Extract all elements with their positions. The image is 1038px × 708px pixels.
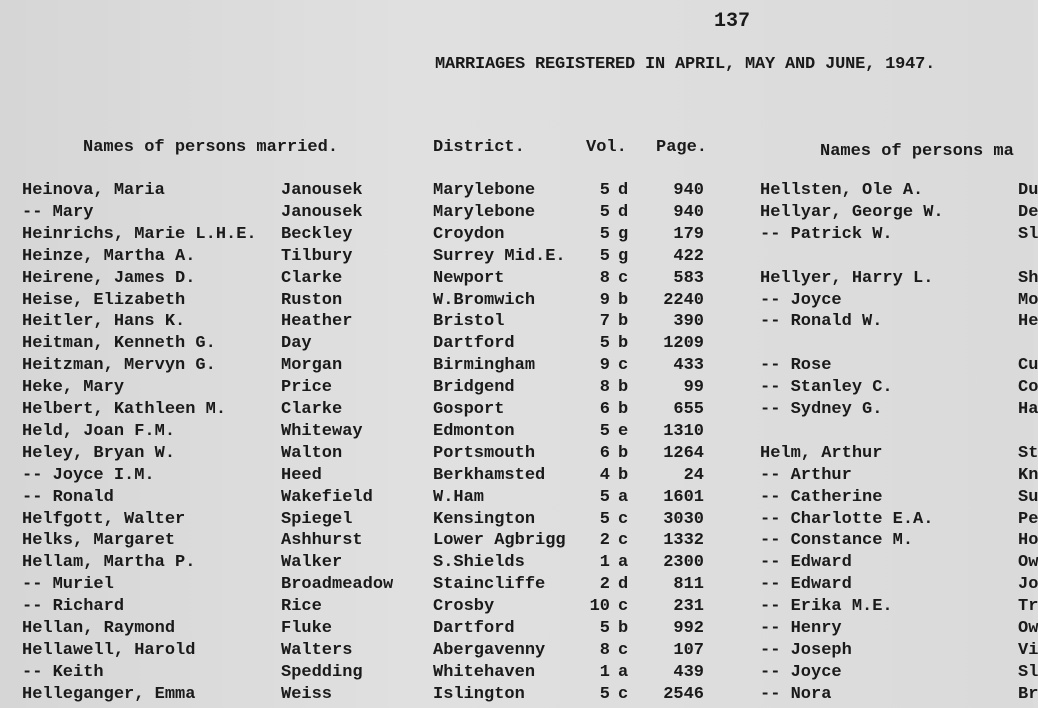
- entry-spouse-right: De: [1018, 202, 1038, 222]
- entry-name: Heinova, Maria: [22, 181, 165, 200]
- entry-spouse: Spedding: [281, 662, 363, 682]
- entry-spouse: Rice: [281, 597, 322, 617]
- table-row: [0, 597, 1038, 619]
- entry-page: 992: [673, 619, 704, 638]
- entry-name-right: -- Ronald W.: [760, 312, 883, 332]
- header-vol: Vol.: [586, 138, 627, 157]
- entry-spouse: Broadmeadow: [281, 575, 394, 595]
- entry-page: 940: [673, 181, 704, 200]
- entry-spouse-right: Mo: [1018, 290, 1038, 310]
- entry-spouse-right: Ho: [1018, 531, 1038, 551]
- entry-vol-letter: a: [618, 662, 629, 682]
- entry-name-right: Hellyer, Harry L.: [760, 268, 934, 288]
- entry-name: -- Ronald: [22, 487, 114, 507]
- entry-district: Gosport: [433, 400, 505, 419]
- entry-spouse-right: Br: [1018, 684, 1038, 704]
- entry-spouse: Walters: [281, 640, 353, 660]
- entry-district: Surrey Mid.E.: [433, 246, 566, 266]
- entry-district: Portsmouth: [433, 443, 536, 463]
- entry-page: 107: [673, 640, 704, 660]
- entry-page: 422: [673, 246, 704, 266]
- entry-name-right: -- Joyce: [760, 290, 842, 310]
- entry-vol: 2: [599, 531, 610, 551]
- header-names-right: Names of persons ma: [820, 142, 1014, 161]
- table-row: [0, 312, 1038, 334]
- entry-name-right: -- Joseph: [760, 640, 852, 660]
- table-row: [0, 224, 1038, 247]
- entry-page: 940: [673, 202, 704, 222]
- entry-name-right: -- Constance M.: [760, 531, 914, 551]
- table-row: [0, 662, 1038, 685]
- entry-name: Heley, Bryan W.: [22, 443, 176, 463]
- entry-spouse-right: Kn: [1018, 465, 1038, 485]
- entry-spouse-right: St: [1018, 443, 1038, 463]
- entry-vol: 5: [599, 224, 610, 244]
- entry-vol-letter: b: [618, 290, 629, 310]
- entry-name-right: -- Charlotte E.A.: [760, 509, 934, 529]
- entry-vol: 6: [599, 443, 610, 463]
- entry-name: Held, Joan F.M.: [22, 421, 176, 441]
- entry-spouse-right: Sl: [1018, 662, 1038, 682]
- entry-name-right: -- Henry: [760, 619, 842, 638]
- entry-vol-letter: b: [618, 619, 629, 638]
- entry-page: 1310: [663, 421, 704, 441]
- entry-vol: 5: [599, 421, 610, 441]
- entry-page: 1332: [663, 531, 704, 551]
- entry-name-right: Hellsten, Ole A.: [760, 181, 924, 200]
- table-row: [0, 640, 1038, 663]
- entry-vol: 5: [599, 202, 610, 222]
- entry-district: Croydon: [433, 224, 505, 244]
- entry-spouse: Ashhurst: [281, 531, 363, 551]
- entry-vol: 8: [599, 268, 610, 288]
- entry-spouse-right: Ow: [1018, 619, 1038, 638]
- table-row: [0, 619, 1038, 641]
- entry-spouse: Tilbury: [281, 246, 353, 266]
- entry-vol-letter: c: [618, 531, 629, 551]
- table-row: [0, 531, 1038, 553]
- entry-spouse-right: Pe: [1018, 509, 1038, 529]
- entry-district: Marylebone: [433, 202, 536, 222]
- entry-vol-letter: a: [618, 553, 629, 573]
- entry-spouse: Clarke: [281, 400, 343, 419]
- entry-vol-letter: b: [618, 334, 629, 354]
- entry-spouse: Ruston: [281, 290, 343, 310]
- entry-page: 2546: [663, 684, 704, 704]
- entry-vol: 9: [599, 290, 610, 310]
- entry-name: Hellan, Raymond: [22, 619, 176, 638]
- entry-vol: 5: [599, 334, 610, 354]
- entry-page: 99: [683, 378, 704, 398]
- entry-district: Dartford: [433, 334, 515, 354]
- entry-name: Heirene, James D.: [22, 268, 196, 288]
- entry-vol: 5: [599, 684, 610, 704]
- table-row: [0, 422, 1033, 444]
- entry-district: Crosby: [433, 597, 495, 617]
- entry-district: W.Ham: [433, 487, 485, 507]
- entry-spouse-right: Vi: [1018, 640, 1038, 660]
- entry-name: Helleganger, Emma: [22, 684, 196, 704]
- entry-district: Islington: [433, 684, 525, 704]
- entry-vol: 4: [599, 465, 610, 485]
- table-row: [0, 202, 1038, 225]
- entry-vol-letter: d: [618, 181, 629, 200]
- entry-district: Bristol: [433, 312, 505, 332]
- header-page: Page.: [656, 138, 708, 157]
- table-row: [0, 290, 1038, 313]
- entry-spouse: Spiegel: [281, 509, 353, 529]
- table-row: [0, 487, 1038, 510]
- table-row: [0, 334, 1033, 356]
- entry-district: W.Bromwich: [433, 290, 536, 310]
- entry-page: 1209: [663, 334, 704, 354]
- entry-spouse-right: Su: [1018, 487, 1038, 507]
- entry-spouse: Clarke: [281, 268, 343, 288]
- entry-vol-letter: b: [618, 400, 629, 419]
- table-row: [0, 509, 1038, 532]
- entry-vol-letter: c: [618, 684, 629, 704]
- entry-name: -- Joyce I.M.: [22, 465, 155, 485]
- entry-spouse: Janousek: [281, 202, 363, 222]
- entry-vol-letter: e: [618, 421, 629, 441]
- entry-vol-letter: g: [618, 246, 629, 266]
- entry-vol: 10: [589, 597, 610, 617]
- entry-district: Marylebone: [433, 181, 536, 200]
- entry-name: Hellawell, Harold: [22, 640, 196, 660]
- table-row: [0, 181, 1038, 203]
- entry-district: Bridgend: [433, 378, 515, 398]
- entry-spouse-right: Tr: [1018, 597, 1038, 617]
- entry-district: Dartford: [433, 619, 515, 638]
- entry-name-right: -- Patrick W.: [760, 224, 893, 244]
- entry-vol-letter: c: [618, 268, 629, 288]
- entry-vol: 1: [599, 662, 610, 682]
- entry-spouse-right: Ow: [1018, 553, 1038, 573]
- entry-page: 1601: [663, 487, 704, 507]
- entry-vol: 5: [599, 509, 610, 529]
- entry-name: Heinze, Martha A.: [22, 246, 196, 266]
- entry-vol-letter: c: [618, 640, 629, 660]
- entry-spouse-right: Cu: [1018, 356, 1038, 376]
- entry-page: 433: [673, 356, 704, 376]
- entry-vol-letter: b: [618, 378, 629, 398]
- entry-vol-letter: b: [618, 312, 629, 332]
- page-number: 137: [714, 10, 751, 33]
- table-row: [0, 268, 1038, 291]
- entry-vol: 7: [599, 312, 610, 332]
- entry-vol: 2: [599, 575, 610, 595]
- entry-name-right: Helm, Arthur: [760, 443, 883, 463]
- entry-name-right: Hellyar, George W.: [760, 202, 944, 222]
- entry-spouse: Heather: [281, 312, 353, 332]
- entry-vol-letter: d: [618, 575, 629, 595]
- entry-name: Heitman, Kenneth G.: [22, 334, 216, 354]
- entry-spouse: Walker: [281, 553, 343, 573]
- entry-page: 179: [673, 224, 704, 244]
- entry-page: 2240: [663, 290, 704, 310]
- entry-name-right: -- Arthur: [760, 465, 852, 485]
- entry-name: -- Muriel: [22, 575, 114, 595]
- header-names: Names of persons married.: [83, 138, 339, 157]
- entry-name: Hellam, Martha P.: [22, 553, 196, 573]
- entry-spouse-right: Ha: [1018, 400, 1038, 419]
- entry-vol: 6: [599, 400, 610, 419]
- entry-spouse: Wakefield: [281, 487, 373, 507]
- table-row: [0, 575, 1038, 597]
- entry-name-right: -- Sydney G.: [760, 400, 883, 419]
- entry-spouse: Day: [281, 334, 312, 354]
- entry-spouse-right: Jo: [1018, 575, 1038, 595]
- entry-name: Helbert, Kathleen M.: [22, 400, 227, 419]
- entry-name: Heitzman, Mervyn G.: [22, 356, 216, 376]
- table-row: [0, 356, 1038, 378]
- entry-vol: 9: [599, 356, 610, 376]
- entry-name-right: -- Erika M.E.: [760, 597, 893, 617]
- entry-name-right: -- Nora: [760, 684, 832, 704]
- entry-spouse: Beckley: [281, 224, 353, 244]
- entry-district: Whitehaven: [433, 662, 536, 682]
- entry-name-right: -- Joyce: [760, 662, 842, 682]
- entry-spouse: Fluke: [281, 619, 333, 638]
- table-row: [0, 553, 1038, 575]
- entry-vol: 8: [599, 378, 610, 398]
- entry-name: Helfgott, Walter: [22, 509, 186, 529]
- header-district: District.: [433, 138, 525, 157]
- entry-district: Kensington: [433, 509, 536, 529]
- table-row: [0, 378, 1038, 400]
- table-row: [0, 684, 1038, 707]
- entry-spouse-right: Sh: [1018, 268, 1038, 288]
- entry-spouse: Whiteway: [281, 421, 363, 441]
- entry-name: Helks, Margaret: [22, 531, 176, 551]
- entry-page: 439: [673, 662, 704, 682]
- entry-district: Newport: [433, 268, 505, 288]
- entry-vol-letter: g: [618, 224, 629, 244]
- entry-vol: 5: [599, 619, 610, 638]
- entry-page: 1264: [663, 443, 704, 463]
- entry-page: 390: [673, 312, 704, 332]
- entry-page: 655: [673, 400, 704, 419]
- entry-vol: 5: [599, 487, 610, 507]
- table-row: [0, 400, 1038, 422]
- entry-vol-letter: a: [618, 487, 629, 507]
- entry-district: Birmingham: [433, 356, 536, 376]
- entry-page: 24: [683, 465, 704, 485]
- table-row: [0, 443, 1038, 466]
- entry-spouse: Janousek: [281, 181, 363, 200]
- entry-name: Heitler, Hans K.: [22, 312, 186, 332]
- entry-vol-letter: c: [618, 356, 629, 376]
- entry-spouse: Weiss: [281, 684, 333, 704]
- entry-spouse: Morgan: [281, 356, 343, 376]
- entry-name: Heke, Mary: [22, 378, 125, 398]
- entry-vol-letter: c: [618, 597, 629, 617]
- entry-name-right: -- Edward: [760, 553, 852, 573]
- entry-district: Edmonton: [433, 421, 515, 441]
- table-row: [0, 465, 1038, 488]
- entry-spouse-right: Du: [1018, 181, 1038, 200]
- entry-vol: 5: [599, 181, 610, 200]
- entry-name-right: -- Stanley C.: [760, 378, 893, 398]
- entry-vol: 5: [599, 246, 610, 266]
- entry-vol-letter: d: [618, 202, 629, 222]
- entry-name-right: -- Catherine: [760, 487, 883, 507]
- entry-page: 811: [673, 575, 704, 595]
- entry-district: Lower Agbrigg: [433, 531, 566, 551]
- entry-spouse-right: Co: [1018, 378, 1038, 398]
- entry-district: S.Shields: [433, 553, 525, 573]
- entry-vol-letter: b: [618, 443, 629, 463]
- entry-district: Berkhamsted: [433, 465, 546, 485]
- entry-spouse: Heed: [281, 465, 322, 485]
- entry-vol-letter: c: [618, 509, 629, 529]
- entry-vol: 1: [599, 553, 610, 573]
- entry-page: 583: [673, 268, 704, 288]
- entry-page: 3030: [663, 509, 704, 529]
- entry-spouse-right: He: [1018, 312, 1038, 332]
- entry-name-right: -- Edward: [760, 575, 852, 595]
- entry-name: -- Richard: [22, 597, 125, 617]
- entry-district: Abergavenny: [433, 640, 546, 660]
- entry-name-right: -- Rose: [760, 356, 832, 376]
- entry-vol-letter: b: [618, 465, 629, 485]
- entry-name: -- Keith: [22, 662, 104, 682]
- entry-district: Staincliffe: [433, 575, 546, 595]
- entry-spouse-right: Sl: [1018, 224, 1038, 244]
- entry-page: 231: [673, 597, 704, 617]
- entry-vol: 8: [599, 640, 610, 660]
- entry-page: 2300: [663, 553, 704, 573]
- entry-name: Heinrichs, Marie L.H.E.: [22, 224, 257, 244]
- entry-spouse: Price: [281, 378, 333, 398]
- entry-spouse: Walton: [281, 443, 343, 463]
- table-row: [0, 247, 1033, 269]
- entry-name: -- Mary: [22, 202, 94, 222]
- entry-name: Heise, Elizabeth: [22, 290, 186, 310]
- page-title: MARRIAGES REGISTERED IN APRIL, MAY AND JUNE, 1947.: [435, 55, 936, 74]
